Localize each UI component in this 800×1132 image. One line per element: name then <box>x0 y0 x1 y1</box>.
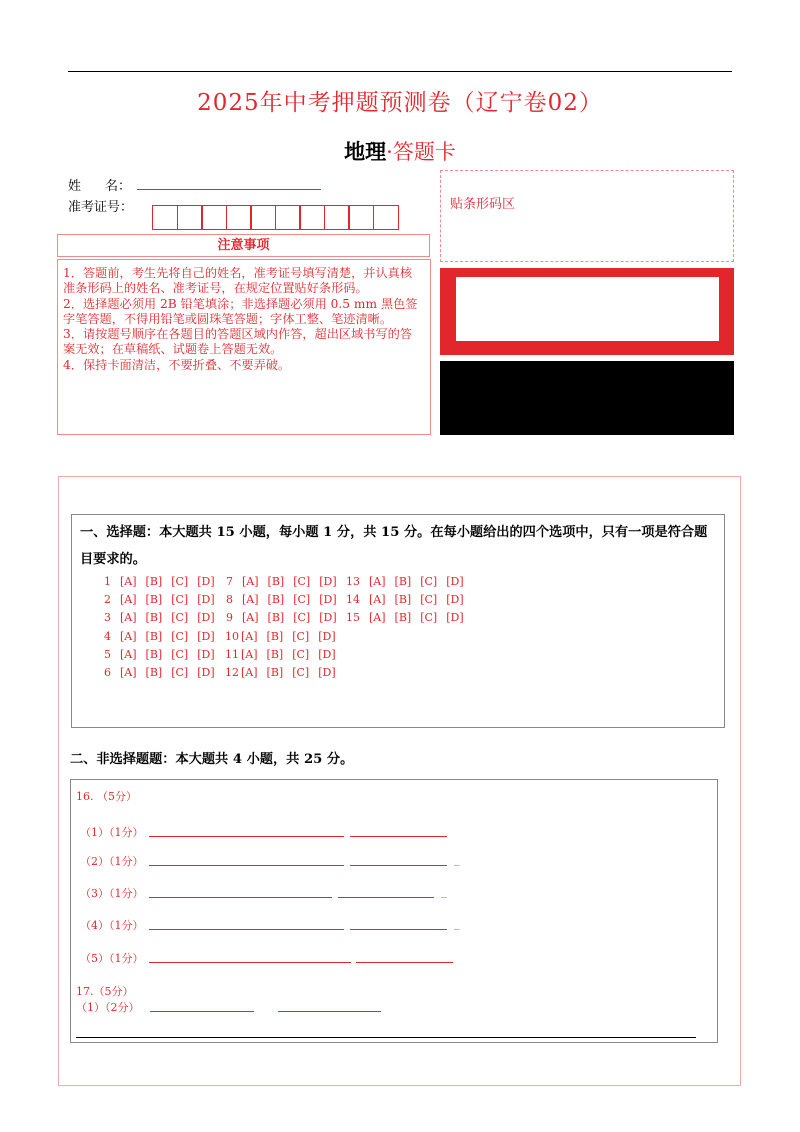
mc-question-number: 10 <box>225 629 239 643</box>
name-field[interactable] <box>137 189 321 190</box>
mc-question-number: 1 <box>104 575 111 588</box>
mc-option-a[interactable]: [A] <box>242 611 259 625</box>
mc-option-d[interactable]: [D] <box>197 593 215 607</box>
exam-id-box[interactable] <box>275 205 301 230</box>
mc-option-a[interactable]: [A] <box>120 575 137 588</box>
notice-body <box>57 259 431 435</box>
mc-question-row <box>346 609 464 627</box>
mc-option-d[interactable]: [D] <box>446 593 464 607</box>
barcode-area <box>440 170 734 262</box>
mc-column-1 <box>103 573 215 682</box>
q16-part: （1）（1分） <box>80 826 144 839</box>
mc-option-c[interactable]: [C] <box>171 593 189 607</box>
answer-blank[interactable] <box>278 1011 381 1012</box>
mc-option-a[interactable]: [A] <box>241 666 258 680</box>
mc-option-b[interactable]: [B] <box>145 629 163 643</box>
mc-option-d[interactable]: [D] <box>318 666 336 680</box>
mc-option-d[interactable]: [D] <box>446 611 464 625</box>
name-label-a: 姓 <box>68 179 82 194</box>
mc-option-d[interactable]: [D] <box>319 593 337 607</box>
mc-option-c[interactable]: [C] <box>293 575 311 588</box>
mc-option-b[interactable]: [B] <box>145 575 163 588</box>
mc-option-a[interactable]: [A] <box>241 629 258 643</box>
mc-option-d[interactable]: [D] <box>197 575 215 588</box>
mc-option-d[interactable]: [D] <box>318 647 336 661</box>
mc-option-d[interactable]: [D] <box>197 666 215 680</box>
absent-mark-frame <box>440 268 734 355</box>
mc-question-number: 6 <box>104 666 111 680</box>
q16-title: 16. （5分） <box>76 790 137 803</box>
mc-question-number: 9 <box>226 611 233 625</box>
blank-suffix: _ <box>441 885 447 898</box>
card-label: 答题卡 <box>392 140 456 164</box>
mc-option-b[interactable]: [B] <box>266 666 284 680</box>
answer-blank[interactable] <box>350 865 447 866</box>
exam-id-box[interactable] <box>348 205 374 230</box>
name-label-b: 名： <box>105 179 132 194</box>
mc-question-row <box>103 628 215 646</box>
subject-label: 地理 <box>344 139 387 164</box>
mc-option-c[interactable]: [C] <box>171 575 189 588</box>
mc-option-c[interactable]: [C] <box>171 611 189 625</box>
answer-blank[interactable] <box>149 836 344 837</box>
mc-option-c[interactable]: [C] <box>293 593 311 607</box>
mc-question-number: 14 <box>346 593 360 607</box>
mc-question-number: 15 <box>346 611 360 625</box>
answer-blank[interactable] <box>356 962 453 963</box>
mc-option-d[interactable]: [D] <box>446 575 464 588</box>
mc-option-a[interactable]: [A] <box>369 593 386 607</box>
free-response-box <box>70 779 718 1043</box>
mc-question-row <box>225 646 337 664</box>
mc-option-a[interactable]: [A] <box>369 611 386 625</box>
mc-option-c[interactable]: [C] <box>420 593 438 607</box>
exam-id-box[interactable] <box>201 205 227 230</box>
mc-option-b[interactable]: [B] <box>267 593 285 607</box>
mc-question-number: 3 <box>104 611 111 625</box>
mc-option-b[interactable]: [B] <box>145 666 163 680</box>
notice-item: 2．选择题必须用 2B 铅笔填涂；非选择题必须用 0.5 mm 黑色签字笔答题，不得用铅笔或圆珠笔答题；字体工整、笔迹清晰。 <box>63 296 418 326</box>
mc-question-number: 5 <box>104 647 111 661</box>
mc-question-number: 4 <box>104 629 111 643</box>
mc-question-row <box>225 573 337 591</box>
exam-id-box[interactable] <box>177 205 203 230</box>
mc-option-c[interactable]: [C] <box>171 666 189 680</box>
answer-blank[interactable] <box>350 929 447 930</box>
exam-id-box[interactable] <box>250 205 276 230</box>
mc-option-c[interactable]: [C] <box>420 611 438 625</box>
mc-option-a[interactable]: [A] <box>241 647 258 661</box>
mc-option-b[interactable]: [B] <box>145 611 163 625</box>
mc-option-b[interactable]: [B] <box>394 593 412 607</box>
mc-option-d[interactable]: [D] <box>197 611 215 625</box>
top-rule <box>68 71 732 72</box>
answer-blank[interactable] <box>149 929 344 930</box>
answer-rule <box>76 1037 696 1038</box>
page-title: 2025年中考押题预测卷（辽宁卷02） <box>197 90 603 116</box>
mc-question-row <box>225 591 337 609</box>
mc-question-row <box>346 573 464 591</box>
exam-id-boxes <box>152 205 397 230</box>
mc-question-row <box>225 609 337 627</box>
mc-option-d[interactable]: [D] <box>318 629 336 643</box>
mc-option-b[interactable]: [B] <box>267 611 285 625</box>
mc-option-b[interactable]: [B] <box>145 593 163 607</box>
q16-part: （4）（1分） <box>80 919 144 932</box>
mc-question-row <box>225 628 337 646</box>
mc-option-d[interactable]: [D] <box>197 629 215 643</box>
exam-id-box[interactable] <box>299 205 325 230</box>
exam-id-box[interactable] <box>324 205 350 230</box>
answer-blank[interactable] <box>149 865 344 866</box>
mc-option-d[interactable]: [D] <box>319 575 337 588</box>
q16-part: （3）（1分） <box>80 887 144 900</box>
exam-id-box[interactable] <box>152 205 178 230</box>
answer-blank[interactable] <box>149 897 332 898</box>
exam-id-box[interactable] <box>373 205 399 230</box>
section2-title: 二、非选择题题：本大题共 4 小题，共 25 分。 <box>70 752 354 767</box>
mc-option-a[interactable]: [A] <box>120 647 137 661</box>
blank-suffix: _ <box>454 917 460 930</box>
answer-blank[interactable] <box>149 962 351 963</box>
notice-item: 1．答题前，考生先将自己的姓名，准考证号填写清楚，并认真核准条形码上的姓名、准考证号，在规定位置贴好条形码。 <box>63 266 413 296</box>
subtitle <box>0 136 800 166</box>
mc-option-b[interactable]: [B] <box>267 575 285 588</box>
mc-option-b[interactable]: [B] <box>145 647 163 661</box>
mc-question-row <box>103 591 215 609</box>
mc-option-b[interactable]: [B] <box>394 575 412 588</box>
exam-id-label: 准考证号： <box>68 200 134 215</box>
mc-question-number: 13 <box>346 575 360 588</box>
mc-question-number: 2 <box>104 593 111 607</box>
blank-suffix: _ <box>454 853 460 866</box>
notice-item: 3．请按题号顺序在各题目的答题区域内作答，超出区域书写的答案无效；在草稿纸、试题卷上答题无效。 <box>63 327 413 357</box>
mc-option-d[interactable]: [D] <box>319 611 337 625</box>
mc-option-c[interactable]: [C] <box>292 647 310 661</box>
section1-title: 一、选择题：本大题共 15 小题，每小题 1 分，共 15 分。在每小题给出的四个选项中，只有一项是符合题目要求的。 <box>80 525 708 567</box>
mc-option-b[interactable]: [B] <box>266 647 284 661</box>
mc-option-d[interactable]: [D] <box>197 647 215 661</box>
mc-question-row <box>225 664 337 682</box>
mc-option-c[interactable]: [C] <box>171 629 189 643</box>
q16-part: （5）（1分） <box>80 952 144 965</box>
q17-title: 17.（5分） <box>76 985 134 998</box>
mc-option-a[interactable]: [A] <box>242 593 259 607</box>
q16-part: （2）（1分） <box>80 855 144 868</box>
mc-option-c[interactable]: [C] <box>420 575 438 588</box>
mc-column-3 <box>346 573 464 628</box>
mc-option-a[interactable]: [A] <box>120 593 137 607</box>
mc-question-row <box>103 664 215 682</box>
q17-part: （1）（2分） <box>76 1001 140 1014</box>
mc-option-c[interactable]: [C] <box>171 647 189 661</box>
notice-item: 4．保持卡面清洁，不要折叠、不要弄破。 <box>63 357 291 372</box>
answer-blank[interactable] <box>150 1011 254 1012</box>
black-block <box>440 361 734 435</box>
mc-option-c[interactable]: [C] <box>293 611 311 625</box>
notice-heading: 注意事项 <box>57 234 430 257</box>
subtitle-separator: · <box>386 140 393 164</box>
mc-question-row <box>103 646 215 664</box>
mc-option-a[interactable]: [A] <box>120 611 137 625</box>
answer-blank[interactable] <box>350 836 447 837</box>
mc-question-number: 8 <box>226 593 233 607</box>
mc-question-number: 12 <box>225 666 239 680</box>
barcode-label: 贴条形码区 <box>450 197 516 212</box>
mc-question-row <box>103 609 215 627</box>
mc-column-2 <box>225 573 337 682</box>
mc-question-row <box>103 573 215 591</box>
mc-option-a[interactable]: [A] <box>369 575 386 588</box>
mc-option-a[interactable]: [A] <box>242 575 259 588</box>
mc-option-b[interactable]: [B] <box>394 611 412 625</box>
mc-question-number: 11 <box>225 647 239 661</box>
answer-blank[interactable] <box>338 897 434 898</box>
exam-id-box[interactable] <box>226 205 252 230</box>
mc-question-number: 7 <box>226 575 233 588</box>
mc-question-row <box>346 591 464 609</box>
mc-option-c[interactable]: [C] <box>292 666 310 680</box>
mc-option-c[interactable]: [C] <box>292 629 310 643</box>
mc-option-a[interactable]: [A] <box>120 666 137 680</box>
name-label <box>68 175 131 194</box>
mc-option-a[interactable]: [A] <box>120 629 137 643</box>
mc-option-b[interactable]: [B] <box>266 629 284 643</box>
